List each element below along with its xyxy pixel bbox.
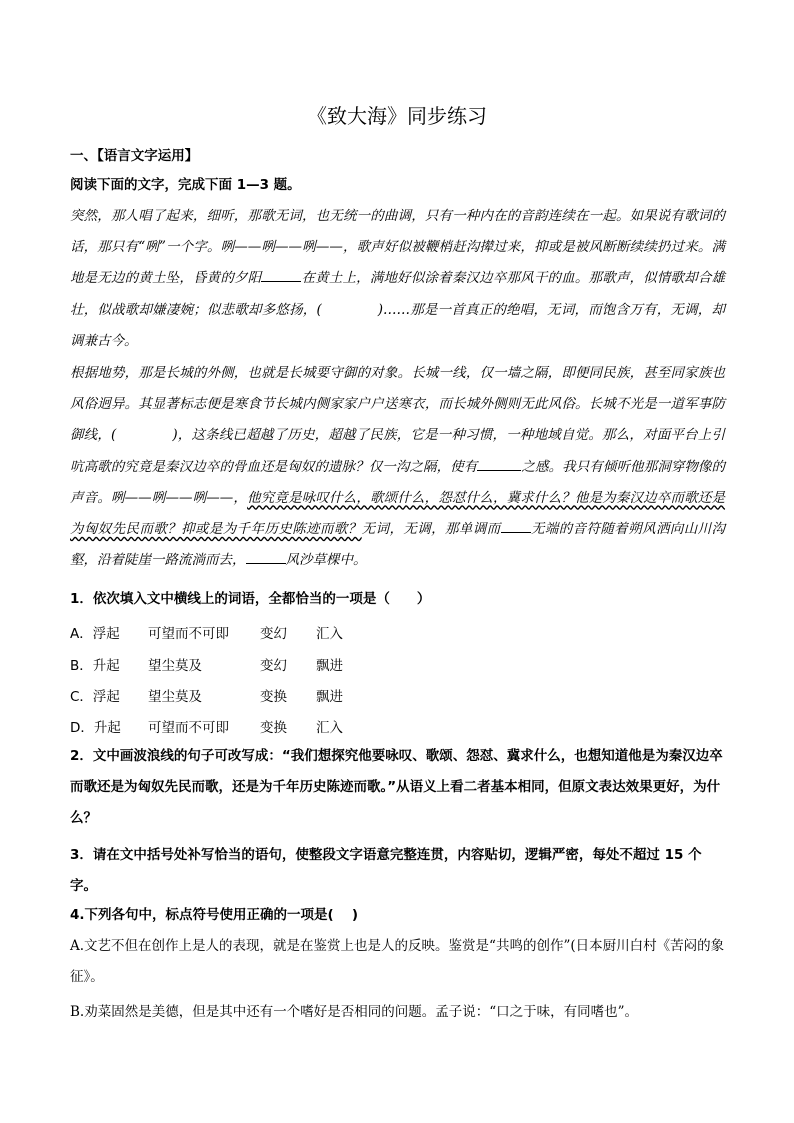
wavy-underlined-sentence: 他究竟是咏叹什么，歌颂什么，怨怼什么，冀求什么？他是为秦汉边卒而歌还是为匈奴先民而歌？抑或是为千年历史陈迹而歌？ <box>70 489 726 538</box>
option-word-4: 汇入 <box>316 720 343 736</box>
passage1-text-a: 突然，那人唱了起来，细听，那歌无词，也无统一的曲调，只有一种内在的音韵连续在一起。如果说有歌词的话，那只有“咧”一个字。咧——咧——咧——，歌声好似被鞭梢赶沟撵过来，抑或是被风断断续续扔过来。满地是无边的黄土坠，昏黄的夕阳 <box>70 208 725 287</box>
option-label: B．升起 <box>70 658 120 674</box>
passage-paragraph-2 <box>70 358 725 576</box>
option-word-3: 变换 <box>260 720 287 736</box>
blank-1 <box>261 267 301 282</box>
section-heading: 一、【语言文字运用】 <box>70 148 199 164</box>
passage2-text-e: 无端的音符随着朔风洒向山川沟壑，沿着陡崖一路流淌而去， <box>70 521 726 569</box>
passage2-text-f: 风沙草棵中。 <box>285 552 367 569</box>
option-word-3: 变幻 <box>260 626 287 642</box>
question-3: 3．请在文中括号处补写恰当的语句，使整段文字语意完整连贯，内容贴切，逻辑严密，每处不超过 15 个字。 <box>70 847 702 895</box>
option-word-2: 望尘莫及 <box>148 658 202 674</box>
blank-2 <box>477 456 521 471</box>
question-4-option-b: B.劝菜固然是美德，但是其中还有一个嗜好是否相同的问题。孟子说：“口之于味，有同嗜也”。 <box>70 1004 639 1020</box>
option-word-2: 可望而不可即 <box>148 626 229 642</box>
passage1-text-b: 在黄土上，满地好似涂着秦汉边卒那风干的血。那歌声，似情歌却合雄壮，似战歌却嫌凄婉；似悲歌却多悠扬，( <box>70 270 726 318</box>
option-word-2: 可望而不可即 <box>148 720 229 736</box>
question-2: 2．文中画波浪线的句子可改写成：“我们想探究他要咏叹、歌颂、怨怼、冀求什么，也想知道他是为秦汉边卒而歌还是为匈奴先民而歌，还是为千年历史陈迹而歌。”从语义上看二者基本相同，但原文表达效果更好，为什么？ <box>70 748 723 827</box>
option-word-3: 变换 <box>260 689 287 705</box>
passage2-text-c: 之感。我只有倾听他那洞穿物像的声音。咧——咧——咧——， <box>70 458 726 506</box>
page-title: 《致大海》同步练习 <box>307 104 487 128</box>
option-word-4: 飘进 <box>316 658 343 674</box>
option-label: D．升起 <box>70 720 121 736</box>
option-word-2: 望尘莫及 <box>148 689 202 705</box>
passage-paragraph-1 <box>70 201 725 357</box>
reading-instruction: 阅读下面的文字，完成下面 1—3 题。 <box>70 177 301 193</box>
option-word-4: 飘进 <box>316 689 343 705</box>
question-1-stem: 1．依次填入文中横线上的词语，全都恰当的一项是（ ） <box>70 591 431 607</box>
blank-3 <box>501 518 531 533</box>
option-label: A．浮起 <box>70 626 120 642</box>
passage2-text-a: 根据地势，那是长城的外侧，也就是长城要守御的对象。长城一线，仅一墙之隔，即便同民族，甚至同家族也风俗迥异。其显著标志便是寒食节长城内侧家家户户送寒衣，而长城外侧则无此风俗。长城不光是一道军事防御线，( <box>70 365 725 444</box>
question-4-option-a: A.文艺不但在创作上是人的表现，就是在鉴赏上也是人的反映。鉴赏是“共鸣的创作”(日本厨川白村《苦闷的象征》。 <box>70 938 725 986</box>
option-word-4: 汇入 <box>316 626 343 642</box>
option-word-3: 变幻 <box>260 658 287 674</box>
blank-4 <box>246 549 286 564</box>
question-4-stem: 4.下列各句中，标点符号使用正确的一项是( ) <box>70 907 359 923</box>
passage2-text-b: )，这条线已超越了历史，超越了民族，它是一种习惯，一种地域自觉。那么，对面平台上引吭高歌的究竟是秦汉边卒的骨血还是匈奴的遗脉？仅一沟之隔，使有 <box>70 427 725 475</box>
passage1-text-c: )……那是一首真正的绝唱，无词，而饱含万有，无调，却调兼古今。 <box>70 301 725 349</box>
option-label: C．浮起 <box>70 689 120 705</box>
passage2-text-d: 无词，无调，那单调而 <box>361 521 501 538</box>
